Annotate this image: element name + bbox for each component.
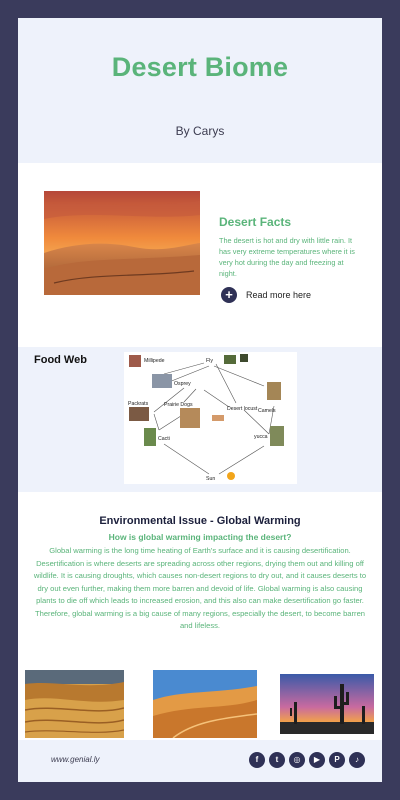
node-yucca: yucca — [254, 434, 268, 440]
node-packrats: Packrats — [128, 401, 149, 407]
issue-question: How is global warming impacting the desert? — [108, 532, 292, 542]
site-link[interactable]: www.genial.ly — [51, 755, 100, 764]
millipede-thumb — [129, 355, 141, 367]
packrats-thumb — [129, 407, 149, 421]
fly-thumb — [224, 355, 236, 364]
author-label: By Carys — [175, 124, 225, 138]
issue-body: Global warming is the long time heating of Earth's surface and it is causing desertification. Desertification is where deserts are spreading across other regions, drying them out and killing off wildlife. It is causing droughts, which causes non-desert regions to dry out, and it causes deserts to dry out even further, making them more barren and devoid of life. Global warming is also causing plants to die off which leads to increased erosion, and this also can make desertification go faster. Therefore, global warming is a big cause of many regions, especially the desert, to become barren and lifeless. — [33, 546, 367, 630]
cactus-sunset-photo — [280, 674, 374, 734]
facts-text: The desert is hot and dry with little rain. It has very extreme temperatures where it is very hot during the day and freezing at night. — [219, 236, 355, 278]
foodweb-diagram — [124, 352, 297, 484]
node-osprey: Osprey — [174, 381, 191, 387]
foodweb-title: Food Web — [34, 354, 87, 366]
sun-thumb — [227, 472, 235, 480]
pinterest-icon[interactable]: P — [329, 752, 345, 768]
node-millipede: Millipede — [144, 358, 165, 364]
cacti-thumb — [144, 428, 156, 446]
genially-page — [18, 18, 382, 782]
camels-thumb — [267, 382, 281, 400]
foodweb-section — [18, 347, 382, 492]
sand-dunes-photo — [25, 670, 124, 738]
desert-sunset-image — [44, 191, 200, 295]
facts-section — [18, 163, 382, 347]
yucca-thumb — [270, 426, 284, 446]
tiktok-icon[interactable]: ♪ — [349, 752, 365, 768]
dune-sky-photo — [153, 670, 257, 738]
node-prairie-dogs: Prairie Dogs — [164, 402, 193, 408]
footer — [18, 740, 382, 782]
node-cacti: Cacti — [158, 436, 170, 442]
node-fly: Fly — [206, 358, 213, 364]
instagram-icon[interactable]: ◎ — [289, 752, 305, 768]
node-desert-locust: Desert locust — [227, 406, 258, 412]
osprey-thumb — [152, 374, 172, 388]
twitter-icon[interactable]: t — [269, 752, 285, 768]
hero-section — [18, 18, 382, 163]
issue-title: Environmental Issue - Global Warming — [99, 515, 301, 527]
desert-locust-thumb — [212, 415, 224, 421]
page-title: Desert Biome — [111, 52, 289, 82]
youtube-icon[interactable]: ▶ — [309, 752, 325, 768]
prairie-dogs-thumb — [180, 408, 200, 428]
facebook-icon[interactable]: f — [249, 752, 265, 768]
facts-title: Desert Facts — [219, 215, 292, 229]
fly-thumb-2 — [240, 354, 248, 362]
social-links — [249, 752, 365, 768]
node-sun: Sun — [206, 476, 216, 482]
read-more-button[interactable] — [221, 286, 311, 304]
plus-icon[interactable]: + — [221, 287, 237, 303]
node-camels: Camels — [258, 408, 276, 414]
read-more-label: Read more here — [246, 290, 312, 300]
